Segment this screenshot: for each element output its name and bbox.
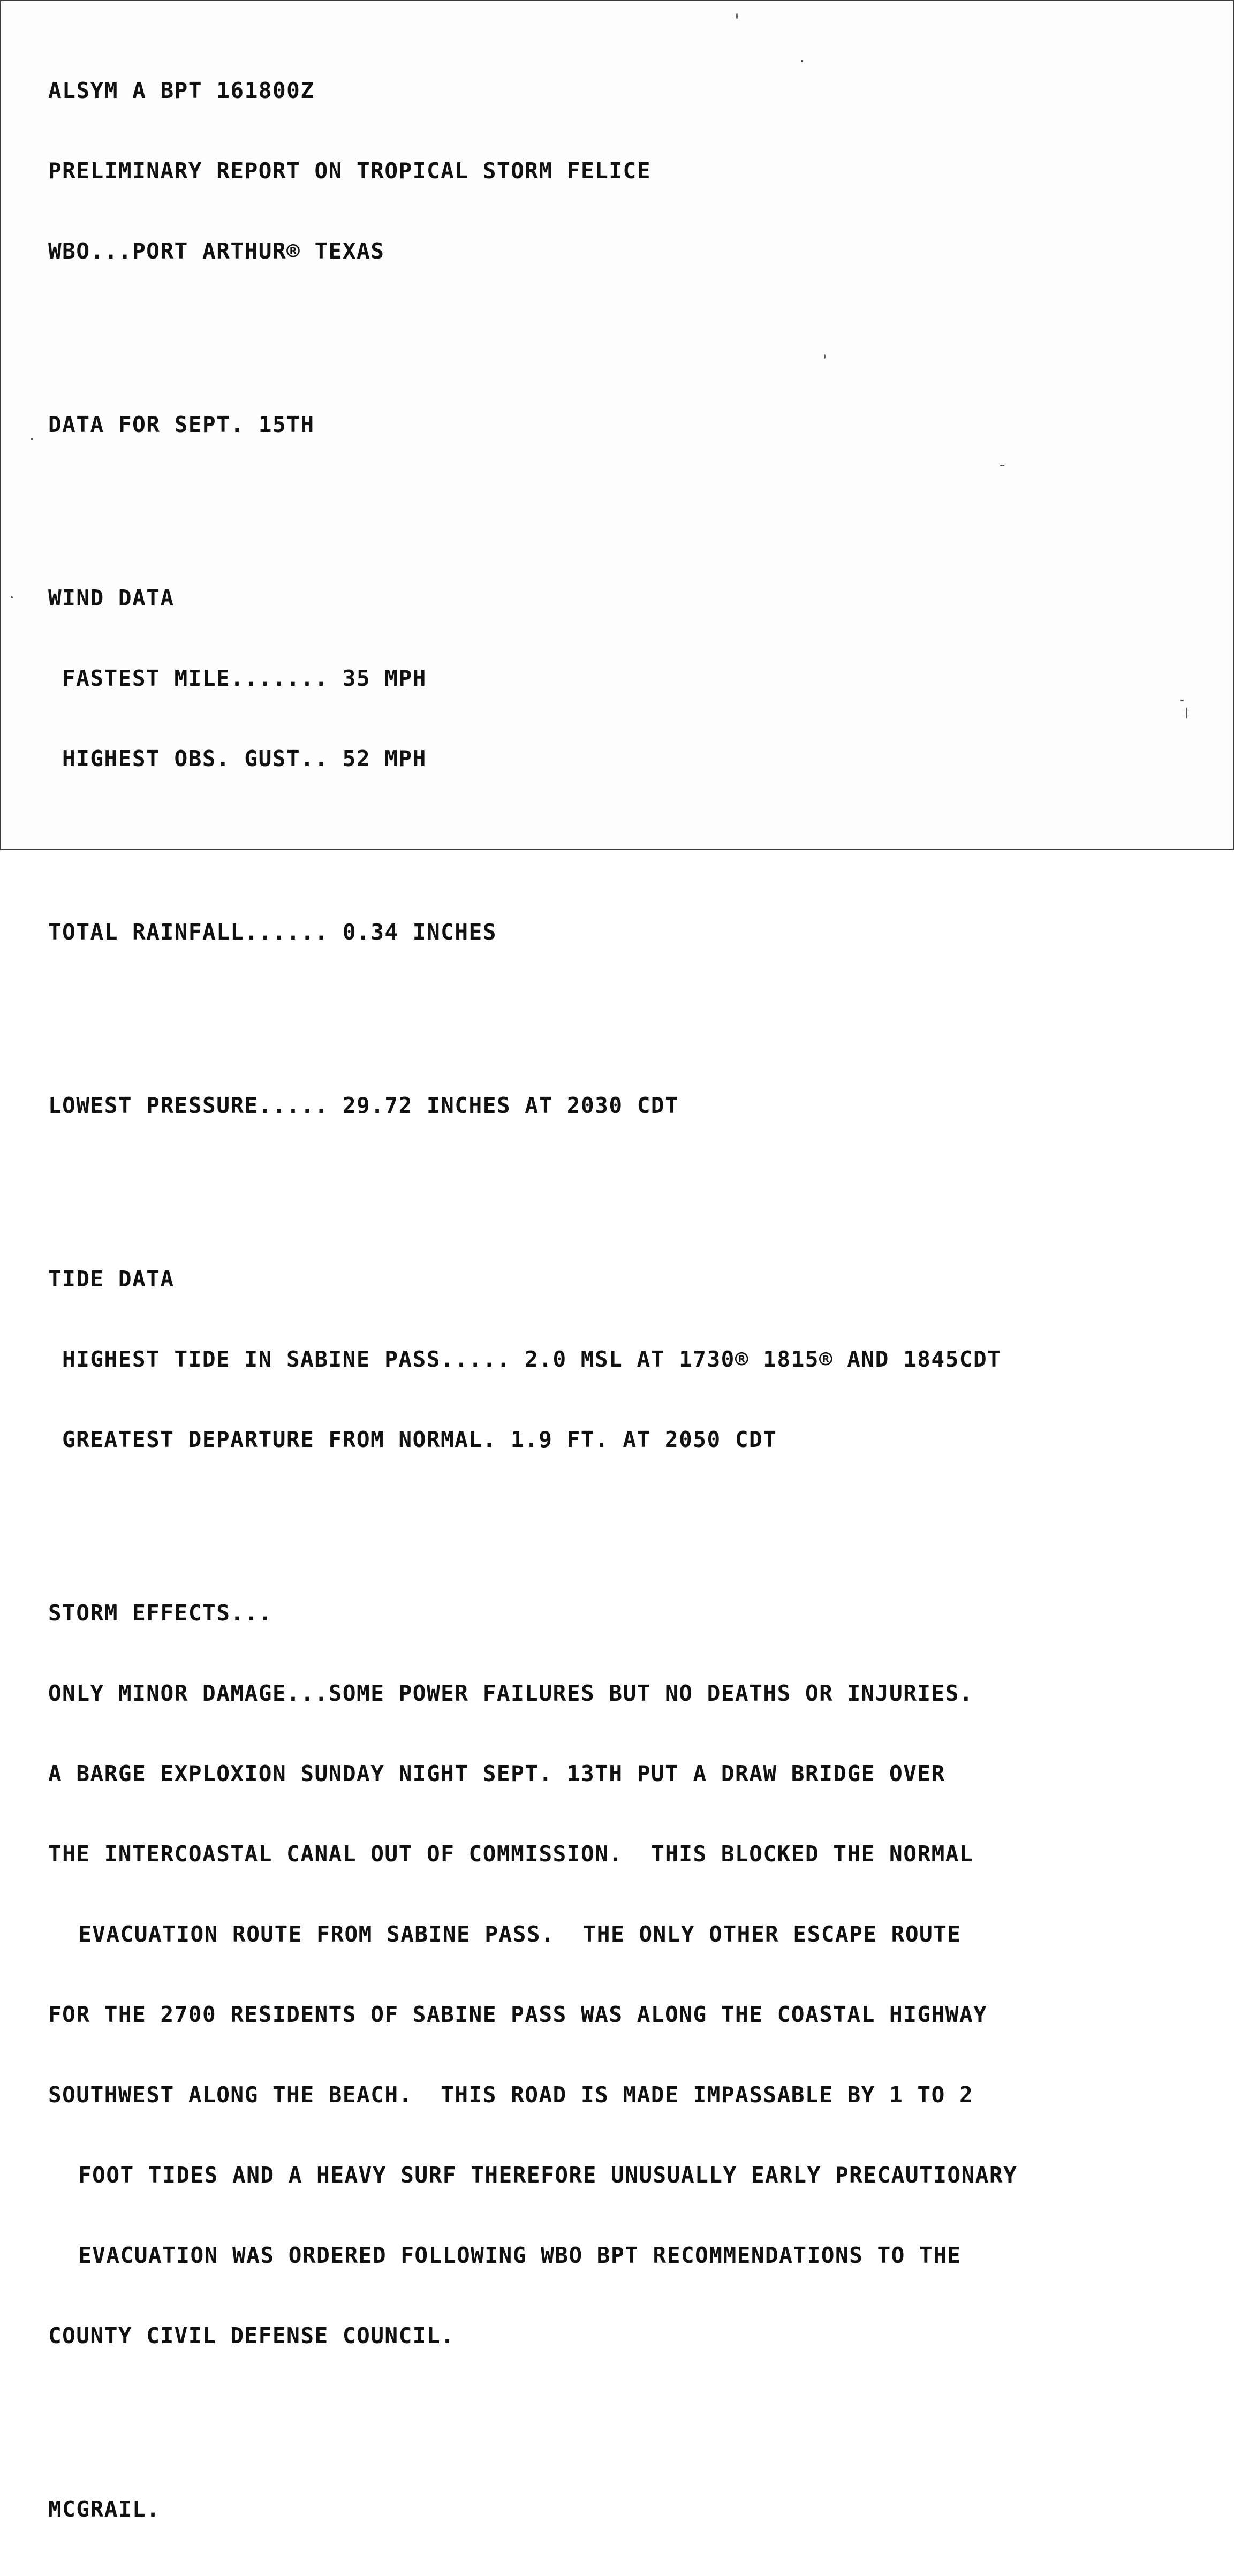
- spacer: [48, 1172, 1205, 1185]
- spacer: [48, 999, 1205, 1012]
- greatest-departure-line: GREATEST DEPARTURE FROM NORMAL. 1.9 FT. AT 2050 CDT: [62, 1427, 777, 1452]
- effects-line: ONLY MINOR DAMAGE...SOME POWER FAILURES BUT NO DEATHS OR INJURIES.: [48, 1680, 974, 1706]
- scan-speck: [1186, 708, 1187, 718]
- effects-line: A BARGE EXPLOXION SUNDAY NIGHT SEPT. 13TH PUT A DRAW BRIDGE OVER: [48, 1761, 945, 1786]
- effects-line: FOOT TIDES AND A HEAVY SURF THEREFORE UNUSUALLY EARLY PRECAUTIONARY: [78, 2162, 1018, 2188]
- highest-tide-line: HIGHEST TIDE IN SABINE PASS..... 2.0 MSL AT 1730® 1815® AND 1845CDT: [62, 1346, 1002, 1372]
- signature: MCGRAIL.: [48, 2496, 161, 2522]
- scan-speck: [736, 13, 738, 19]
- tide-heading: TIDE DATA: [48, 1266, 175, 1292]
- highest-gust-line: HIGHEST OBS. GUST.. 52 MPH: [62, 746, 427, 771]
- scan-speck: [11, 596, 13, 598]
- pressure-line: LOWEST PRESSURE..... 29.72 INCHES AT 2030 CDT: [48, 1093, 679, 1118]
- report-title: PRELIMINARY REPORT ON TROPICAL STORM FELICE: [48, 158, 651, 184]
- header-line-1: ALSYM A BPT 161800Z: [48, 78, 315, 103]
- effects-line: SOUTHWEST ALONG THE BEACH. THIS ROAD IS MADE IMPASSABLE BY 1 TO 2: [48, 2082, 974, 2108]
- effects-line: EVACUATION WAS ORDERED FOLLOWING WBO BPT RECOMMENDATIONS TO THE: [78, 2242, 962, 2268]
- effects-line: COUNTY CIVIL DEFENSE COUNCIL.: [48, 2323, 455, 2348]
- wind-heading: WIND DATA: [48, 585, 175, 611]
- effects-line: THE INTERCOASTAL CANAL OUT OF COMMISSION. THIS BLOCKED THE NORMAL: [48, 1841, 974, 1867]
- scan-speck: [31, 438, 33, 440]
- spacer: [48, 825, 1205, 838]
- spacer: [48, 1506, 1205, 1519]
- spacer: [48, 491, 1205, 504]
- scan-speck: [1180, 700, 1184, 701]
- report-text: [48, 24, 1205, 2576]
- fastest-mile-line: FASTEST MILE....... 35 MPH: [62, 665, 427, 691]
- station-line: WBO...PORT ARTHUR® TEXAS: [48, 238, 385, 264]
- scan-speck: [801, 60, 803, 62]
- rainfall-line: TOTAL RAINFALL...... 0.34 INCHES: [48, 919, 497, 945]
- spacer: [48, 2403, 1205, 2415]
- scan-speck: [1000, 465, 1004, 466]
- scan-speck: [824, 354, 826, 359]
- date-line: DATA FOR SEPT. 15TH: [48, 412, 315, 437]
- spacer: [48, 318, 1205, 331]
- effects-heading: STORM EFFECTS...: [48, 1600, 272, 1626]
- effects-line: FOR THE 2700 RESIDENTS OF SABINE PASS WAS ALONG THE COASTAL HIGHWAY: [48, 2002, 988, 2027]
- effects-line: EVACUATION ROUTE FROM SABINE PASS. THE ONLY OTHER ESCAPE ROUTE: [78, 1921, 962, 1947]
